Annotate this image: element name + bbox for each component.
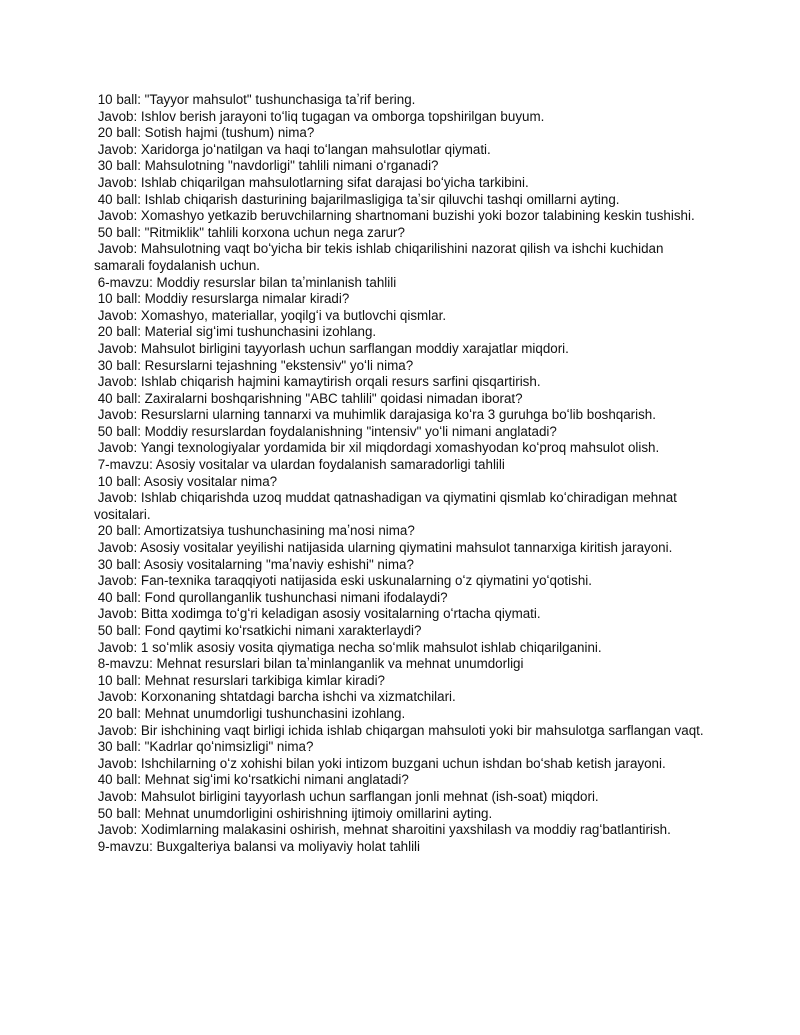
question-line: 40 ball: Zaxiralarni boshqarishning "ABC tahlili" qoidasi nimadan iborat? bbox=[94, 390, 523, 406]
answer-line: Javob: Yangi texnologiyalar yordamida bir xil miqdordagi xomashyodan koʻproq mahsulot olish. bbox=[94, 440, 660, 456]
question-line: 50 ball: "Ritmiklik" tahlili korxona uchun nega zarur? bbox=[94, 224, 405, 240]
question-line: 30 ball: Resurslarni tejashning "ekstensiv" yoʻli nima? bbox=[94, 357, 414, 373]
question-line: 40 ball: Ishlab chiqarish dasturining bajarilmasligiga taʼsir qiluvchi tashqi omillarni ayting. bbox=[94, 191, 620, 207]
question-line: 10 ball: Moddiy resurslarga nimalar kiradi? bbox=[94, 291, 350, 307]
question-line: 20 ball: Sotish hajmi (tushum) nima? bbox=[94, 125, 315, 141]
answer-line: Javob: Asosiy vositalar yeyilishi natijasida ularning qiymatini mahsulot tannarxiga kiritish jarayoni. bbox=[94, 540, 673, 556]
answer-line: Javob: Xaridorga joʻnatilgan va haqi toʻlangan mahsulotlar qiymati. bbox=[94, 141, 491, 157]
question-line: 30 ball: Mahsulotning "navdorligi" tahlili nimani oʻrganadi? bbox=[94, 158, 439, 174]
answer-line: Javob: Ishlab chiqarilgan mahsulotlarning sifat darajasi boʻyicha tarkibini. bbox=[94, 174, 529, 190]
answer-line: Javob: Bitta xodimga toʻgʻri keladigan asosiy vositalarning oʻrtacha qiymati. bbox=[94, 606, 541, 622]
question-line: 10 ball: Mehnat resurslari tarkibiga kimlar kiradi? bbox=[94, 672, 386, 688]
topic-heading: 6-mavzu: Moddiy resurslar bilan taʼminlanish tahlili bbox=[94, 274, 397, 290]
topic-heading: 7-mavzu: Asosiy vositalar va ulardan foydalanish samaradorligi tahlili bbox=[94, 457, 505, 473]
answer-line: Javob: Fan-texnika taraqqiyoti natijasida eski uskunalarning oʻz qiymatini yoʻqotishi. bbox=[94, 573, 592, 589]
answer-line: Javob: Ishlab chiqarishda uzoq muddat qatnashadigan va qiymatini qismlab koʻchiradigan mehnat vositalari. bbox=[94, 490, 681, 522]
answer-line: Javob: Korxonaning shtatdagi barcha ishchi va xizmatchilari. bbox=[94, 689, 456, 705]
answer-line: Javob: Mahsulot birligini tayyorlash uchun sarflangan jonli mehnat (ish-soat) miqdori. bbox=[94, 788, 599, 804]
answer-line: Javob: Xodimlarning malakasini oshirish, mehnat sharoitini yaxshilash va moddiy ragʻbatlantirish. bbox=[94, 822, 671, 838]
answer-line: Javob: Resurslarni ularning tannarxi va muhimlik darajasiga koʻra 3 guruhga boʻlib boshqarish. bbox=[94, 407, 656, 423]
answer-line: Javob: Mahsulot birligini tayyorlash uchun sarflangan moddiy xarajatlar miqdori. bbox=[94, 340, 569, 356]
question-line: 30 ball: "Kadrlar qoʻnimsizligi" nima? bbox=[94, 739, 314, 755]
question-line: 50 ball: Moddiy resurslardan foydalanishning "intensiv" yoʻli nimani anglatadi? bbox=[94, 423, 557, 439]
answer-line: Javob: Ishchilarning oʻz xohishi bilan yoki intizom buzgani uchun ishdan boʻshab ketish jarayoni. bbox=[94, 755, 666, 771]
answer-line: Javob: Ishlov berish jarayoni toʻliq tugagan va omborga topshirilgan buyum. bbox=[94, 108, 545, 124]
question-line: 40 ball: Mehnat sigʻimi koʻrsatkichi nimani anglatadi? bbox=[94, 772, 409, 788]
answer-line: Javob: Bir ishchining vaqt birligi ichida ishlab chiqargan mahsuloti yoki bir mahsulotga sarflangan vaqt. bbox=[94, 722, 704, 738]
question-line: 20 ball: Mehnat unumdorligi tushunchasini izohlang. bbox=[94, 705, 406, 721]
answer-line: Javob: Xomashyo, materiallar, yoqilgʻi va butlovchi qismlar. bbox=[94, 307, 447, 323]
question-line: 30 ball: Asosiy vositalarning "maʼnaviy eshishi" nima? bbox=[94, 556, 414, 572]
answer-line: Javob: Ishlab chiqarish hajmini kamaytirish orqali resurs sarfini qisqartirish. bbox=[94, 374, 541, 390]
question-line: 10 ball: "Tayyor mahsulot" tushunchasiga taʼrif bering. bbox=[94, 92, 416, 107]
question-line: 40 ball: Fond qurollanganlik tushunchasi nimani ifodalaydi? bbox=[94, 589, 448, 605]
answer-line: Javob: Mahsulotning vaqt boʻyicha bir tekis ishlab chiqarilishini nazorat qilish va ishchi kuchidan samarali foydalanish uchun. bbox=[94, 241, 668, 273]
document-page bbox=[94, 92, 714, 855]
topic-heading: 9-mavzu: Buxgalteriya balansi va moliyaviy holat tahlili bbox=[94, 838, 420, 854]
answer-line: Javob: 1 soʻmlik asosiy vosita qiymatiga necha soʻmlik mahsulot ishlab chiqarilganini. bbox=[94, 639, 602, 655]
question-line: 10 ball: Asosiy vositalar nima? bbox=[94, 473, 278, 489]
answer-line: Javob: Xomashyo yetkazib beruvchilarning shartnomani buzishi yoki bozor talabining keskin tushishi. bbox=[94, 208, 695, 224]
question-line: 20 ball: Amortizatsiya tushunchasining maʼnosi nima? bbox=[94, 523, 415, 539]
question-line: 50 ball: Mehnat unumdorligini oshirishning ijtimoiy omillarini ayting. bbox=[94, 805, 493, 821]
topic-heading: 8-mavzu: Mehnat resurslari bilan taʼminlanganlik va mehnat unumdorligi bbox=[94, 656, 524, 672]
question-line: 50 ball: Fond qaytimi koʻrsatkichi nimani xarakterlaydi? bbox=[94, 623, 422, 638]
question-line: 20 ball: Material sigʻimi tushunchasini izohlang. bbox=[94, 324, 377, 340]
